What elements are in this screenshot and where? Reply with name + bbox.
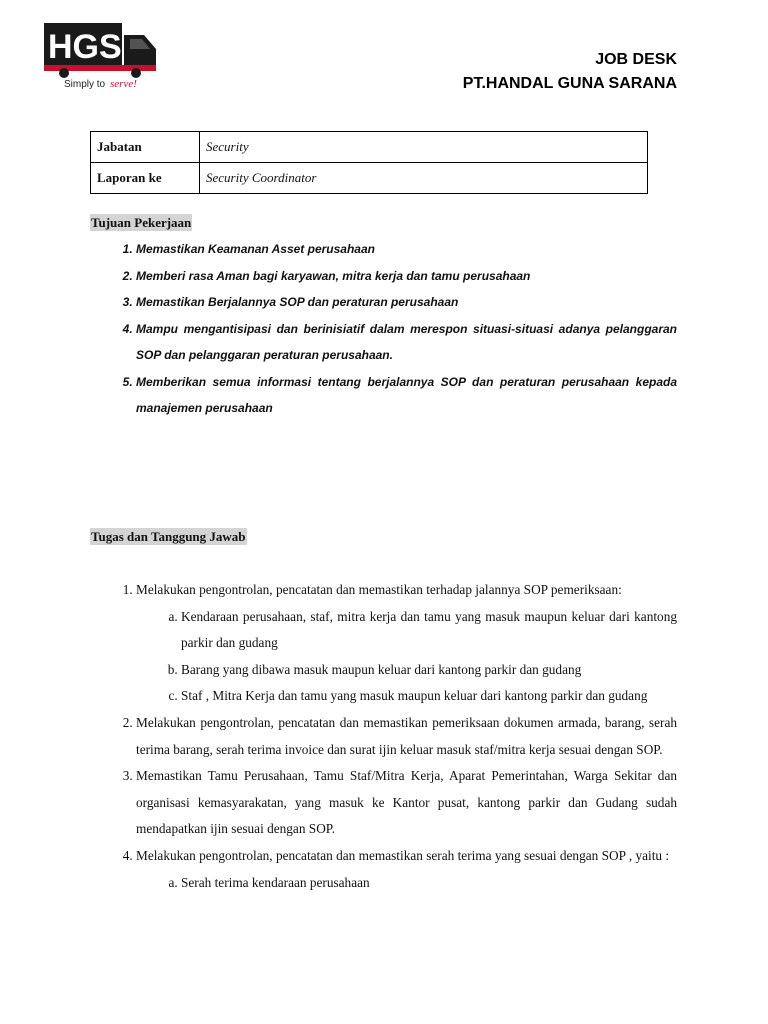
- goals-section-title: Tujuan Pekerjaan: [91, 215, 192, 230]
- position-value: Security: [200, 132, 648, 163]
- sub-list: [136, 604, 677, 710]
- list-item: 3. Memastikan Berjalannya SOP dan peraturan perusahaan: [136, 289, 677, 316]
- list-item: 2. Memberi rasa Aman bagi karyawan, mitra kerja dan tamu perusahaan: [136, 263, 677, 290]
- list-item: [136, 710, 677, 763]
- document-header: [463, 48, 677, 96]
- duty-text: Memastikan Tamu Perusahaan, Tamu Staf/Mitra Kerja, Aparat Pemerintahan, Warga Sekitar dan organisasi kemasyarakatan, yang masuk ke Kantor pusat, kantong parkir dan Gudang sudah mendapatkan ijin sesuai dengan SOP.: [136, 768, 677, 837]
- reports-to-key: Laporan ke: [91, 163, 200, 194]
- reports-to-value: Security Coordinator: [200, 163, 648, 194]
- sub-list-item: a. Kendaraan perusahaan, staf, mitra kerja dan tamu yang masuk maupun keluar dari kantong parkir dan gudang: [181, 604, 677, 657]
- duties-section-title: Tugas dan Tanggung Jawab: [91, 529, 246, 544]
- sub-list-item: a. Serah terima kendaraan perusahaan: [181, 870, 677, 897]
- logo-text: HGS: [48, 28, 122, 66]
- sub-list-item: c. Staf , Mitra Kerja dan tamu yang masuk maupun keluar dari kantong parkir dan gudang: [181, 683, 677, 710]
- duty-text: Melakukan pengontrolan, pencatatan dan memastikan serah terima yang sesuai dengan SOP , yaitu :: [136, 847, 670, 863]
- company-name: PT.HANDAL GUNA SARANA: [462, 75, 677, 92]
- logo-tagline-script: serve!: [110, 78, 137, 90]
- goals-list: [90, 236, 677, 422]
- table-row: [91, 163, 648, 194]
- duty-text: Melakukan pengontrolan, pencatatan dan memastikan pemeriksaan dokumen armada, barang, serah terima barang, serah terima invoice dan surat ijin keluar masuk staf/mitra kerja sesuai dengan SOP.: [136, 714, 677, 757]
- table-row: [91, 132, 648, 163]
- duty-text: Melakukan pengontrolan, pencatatan dan memastikan terhadap jalannya SOP pemeriksaan:: [136, 582, 622, 597]
- company-logo: [40, 15, 166, 93]
- sub-list: [136, 870, 677, 897]
- list-item: [136, 577, 677, 710]
- list-item: [136, 843, 677, 896]
- list-item: [136, 763, 677, 843]
- list-item: 4. Mampu mengantisipasi dan berinisiatif dalam merespon situasi-situasi adanya pelanggaran SOP dan pelanggaran peraturan perusahaan.: [136, 316, 677, 369]
- logo-tagline-prefix: Simply to: [64, 79, 106, 90]
- sub-list-item: b. Barang yang dibawa masuk maupun keluar dari kantong parkir dan gudang: [181, 657, 677, 684]
- position-info-table: [90, 131, 648, 194]
- truck-logo-icon: [40, 15, 166, 93]
- document-title: JOB DESK: [595, 51, 677, 68]
- position-key: Jabatan: [91, 132, 200, 163]
- list-item: 5. Memberikan semua informasi tentang berjalannya SOP dan peraturan perusahaan kepada manajemen perusahaan: [136, 369, 677, 422]
- list-item: 1. Memastikan Keamanan Asset perusahaan: [136, 236, 677, 263]
- duties-list: [90, 577, 677, 896]
